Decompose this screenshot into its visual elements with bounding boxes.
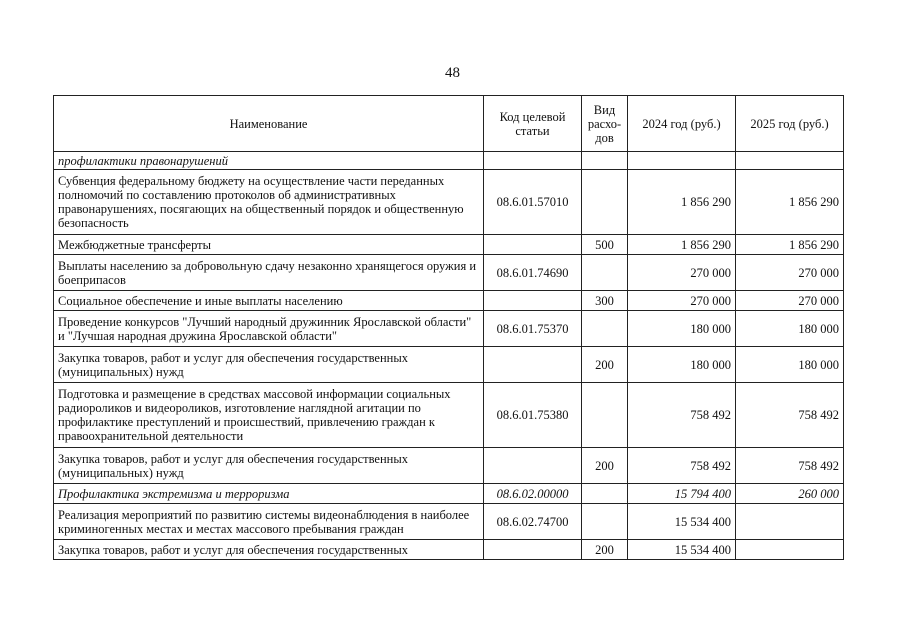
table-row — [54, 170, 844, 235]
row-name-cell: Выплаты населению за добровольную сдачу незаконно хранящегося оружия и боеприпасов — [54, 255, 484, 291]
header-name: Наименование — [54, 96, 484, 152]
table-row — [54, 347, 844, 383]
row-2025-cell: 1 856 290 — [736, 235, 844, 255]
table-row — [54, 311, 844, 347]
header-code: Код целевой статьи — [484, 96, 582, 152]
row-type-cell — [582, 484, 628, 504]
table-row — [54, 235, 844, 255]
table-row — [54, 448, 844, 484]
row-2024-cell: 180 000 — [628, 347, 736, 383]
row-2024-cell: 15 534 400 — [628, 540, 736, 560]
row-type-cell — [582, 152, 628, 170]
row-2024-cell: 758 492 — [628, 448, 736, 484]
row-2025-cell: 260 000 — [736, 484, 844, 504]
budget-table — [53, 95, 844, 560]
row-type-cell: 500 — [582, 235, 628, 255]
row-type-cell: 300 — [582, 291, 628, 311]
row-code-cell: 08.6.01.75380 — [484, 383, 582, 448]
table-row — [54, 152, 844, 170]
table-row — [54, 383, 844, 448]
table-header-row — [54, 96, 844, 152]
row-code-cell — [484, 540, 582, 560]
row-2024-cell: 1 856 290 — [628, 235, 736, 255]
row-name-cell: Проведение конкурсов "Лучший народный дружинник Ярославской области" и "Лучшая народная дружина Ярославской области" — [54, 311, 484, 347]
row-type-cell: 200 — [582, 347, 628, 383]
row-code-cell: 08.6.02.00000 — [484, 484, 582, 504]
row-code-cell: 08.6.01.74690 — [484, 255, 582, 291]
row-name-cell: Закупка товаров, работ и услуг для обеспечения государственных (муниципальных) нужд — [54, 347, 484, 383]
table-body — [54, 152, 844, 560]
table-row — [54, 540, 844, 560]
row-2024-cell: 15 794 400 — [628, 484, 736, 504]
row-type-cell — [582, 383, 628, 448]
row-name-cell: Межбюджетные трансферты — [54, 235, 484, 255]
row-2025-cell: 180 000 — [736, 311, 844, 347]
row-type-cell: 200 — [582, 448, 628, 484]
table-row — [54, 291, 844, 311]
row-name-cell: Реализация мероприятий по развитию системы видеонаблюдения в наиболее криминогенных местах и местах массового пребывания граждан — [54, 504, 484, 540]
row-2025-cell: 1 856 290 — [736, 170, 844, 235]
row-2025-cell: 758 492 — [736, 383, 844, 448]
row-2024-cell: 180 000 — [628, 311, 736, 347]
table-row — [54, 255, 844, 291]
row-2024-cell: 758 492 — [628, 383, 736, 448]
header-2025: 2025 год (руб.) — [736, 96, 844, 152]
row-2024-cell — [628, 152, 736, 170]
table-row — [54, 504, 844, 540]
row-type-cell — [582, 311, 628, 347]
row-code-cell — [484, 235, 582, 255]
row-type-cell: 200 — [582, 540, 628, 560]
row-2025-cell — [736, 152, 844, 170]
row-name-cell: Социальное обеспечение и иные выплаты населению — [54, 291, 484, 311]
row-type-cell — [582, 504, 628, 540]
row-2024-cell: 15 534 400 — [628, 504, 736, 540]
page-number: 48 — [445, 65, 460, 81]
row-name-cell: Профилактика экстремизма и терроризма — [54, 484, 484, 504]
row-type-cell — [582, 170, 628, 235]
row-name-cell: Закупка товаров, работ и услуг для обеспечения государственных (муниципальных) нужд — [54, 448, 484, 484]
row-2025-cell: 270 000 — [736, 291, 844, 311]
row-2024-cell: 270 000 — [628, 255, 736, 291]
row-name-cell: Субвенция федеральному бюджету на осуществление части переданных полномочий по составлению протоколов об административных правонарушениях, посягающих на общественный порядок и общественную безопасность — [54, 170, 484, 235]
row-2025-cell: 180 000 — [736, 347, 844, 383]
row-code-cell — [484, 448, 582, 484]
row-2025-cell — [736, 504, 844, 540]
row-2024-cell: 270 000 — [628, 291, 736, 311]
header-2024: 2024 год (руб.) — [628, 96, 736, 152]
row-type-cell — [582, 255, 628, 291]
row-2025-cell: 758 492 — [736, 448, 844, 484]
row-code-cell — [484, 291, 582, 311]
row-2025-cell: 270 000 — [736, 255, 844, 291]
row-name-cell: Подготовка и размещение в средствах массовой информации социальных радиороликов и видеороликов, изготовление наглядной агитации по профилактике преступлений и происшествий, привлечению граждан к правоохранительной деятельности — [54, 383, 484, 448]
table-row — [54, 484, 844, 504]
row-code-cell: 08.6.01.75370 — [484, 311, 582, 347]
header-type: Вид расхо-дов — [582, 96, 628, 152]
row-code-cell: 08.6.02.74700 — [484, 504, 582, 540]
row-name-cell: профилактики правонарушений — [54, 152, 484, 170]
row-code-cell — [484, 152, 582, 170]
row-name-cell: Закупка товаров, работ и услуг для обеспечения государственных — [54, 540, 484, 560]
row-code-cell — [484, 347, 582, 383]
row-2025-cell — [736, 540, 844, 560]
row-code-cell: 08.6.01.57010 — [484, 170, 582, 235]
row-2024-cell: 1 856 290 — [628, 170, 736, 235]
